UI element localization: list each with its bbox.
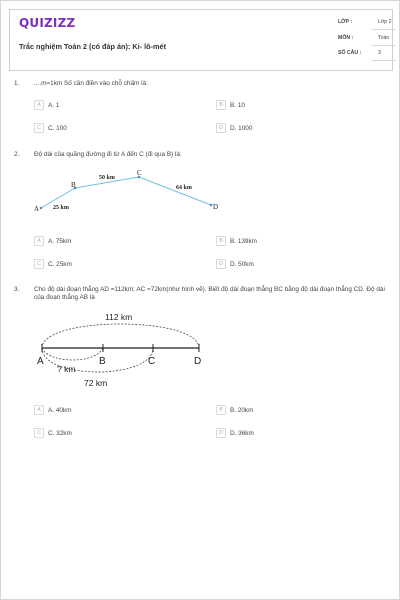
option-letter-box: B [216,405,226,415]
point-c-label: C [137,169,142,177]
segment-bc-label: 50 km [99,175,115,181]
segment-diagram [31,306,216,396]
option-text: D. 50km [230,260,254,268]
option-letter-box: B [216,236,226,246]
question-2-option-d[interactable] [216,259,254,269]
option-text: A. 75km [48,237,72,245]
arc-ab-small [42,348,103,360]
option-letter-box: A [34,100,44,110]
option-text: C. 100 [48,124,67,132]
question-3-number: 3. [14,286,20,293]
point-a-dot [40,207,43,210]
segment-cd-label: 64 km [176,185,192,191]
segment-ab-label: 25 km [53,205,69,211]
option-text: B. 139km [230,237,257,245]
question-count-value: 3 [378,50,381,56]
ab-unknown-label: ? km [57,364,76,374]
class-underline [372,29,396,30]
question-3-option-b[interactable] [216,405,253,415]
ad-length-label: 112 km [105,312,133,322]
subject-value: Toán [378,35,390,41]
option-text: D. 36km [230,429,254,437]
question-3-option-d[interactable] [216,428,254,438]
question-count-label: SỐ CÂU : [338,50,362,56]
question-3-option-c[interactable] [34,428,72,438]
subject-underline [372,45,396,46]
point-a-label: A [34,205,40,213]
question-1-option-c[interactable] [34,123,67,133]
route-diagram [31,163,231,219]
option-letter-box: C [34,259,44,269]
question-2-option-b[interactable] [216,236,257,246]
question-1-option-b[interactable] [216,100,245,110]
option-text: C. 25km [48,260,72,268]
point-b-label: B [99,356,106,367]
option-letter-box: A [34,405,44,415]
question-2-option-a[interactable] [34,236,71,246]
question-1-number: 1. [14,80,20,87]
option-text: B. 10 [230,101,245,109]
point-b-label: B [71,181,76,189]
ac-length-label: 72 km [84,378,108,388]
question-1-option-a[interactable] [34,100,59,110]
point-c-label: C [148,356,156,367]
question-2-text: Độ dài của quãng đường đi từ A đến C (đi qua B) là: [34,151,182,158]
subject-label: MÔN : [338,35,354,41]
question-count-underline [372,60,396,61]
option-letter-box: D [216,259,226,269]
option-letter-box: C [34,123,44,133]
question-2-number: 2. [14,151,20,158]
option-letter-box: D [216,428,226,438]
option-letter-box: B [216,100,226,110]
point-d-label: D [213,203,219,211]
route-line [41,177,211,208]
worksheet-header [9,9,393,71]
option-letter-box: C [34,428,44,438]
class-value: Lớp 2 [378,19,392,25]
class-label: LỚP : [338,19,353,25]
quizizz-logo: QUIZIZZ [19,16,76,30]
question-3-option-a[interactable] [34,405,71,415]
question-3-text: Cho độ dài đoạn thẳng AD =112km; AC =72km(như hình vẽ). Biết độ dài đoạn thẳng BC bằng độ dài đoạn thẳng CD. Độ dài của đoạn thẳng AB là [34,286,385,302]
option-text: B. 20km [230,406,254,414]
worksheet-title: Trắc nghiệm Toán 2 (có đáp án): Ki- lô-mét [19,42,167,51]
option-text: C. 32km [48,429,72,437]
option-text: D. 1000 [230,124,253,132]
point-d-dot [210,204,213,207]
point-d-label: D [194,356,202,367]
option-text: A. 1 [48,101,60,109]
arc-ad-top [42,324,199,348]
option-letter-box: A [34,236,44,246]
point-a-label: A [37,356,44,367]
question-1-option-d[interactable] [216,123,252,133]
question-2-option-c[interactable] [34,259,72,269]
option-text: A. 40km [48,406,72,414]
option-letter-box: D [216,123,226,133]
question-1-text: ....m=1km Số cần điền vào chỗ chấm là: [34,80,148,87]
